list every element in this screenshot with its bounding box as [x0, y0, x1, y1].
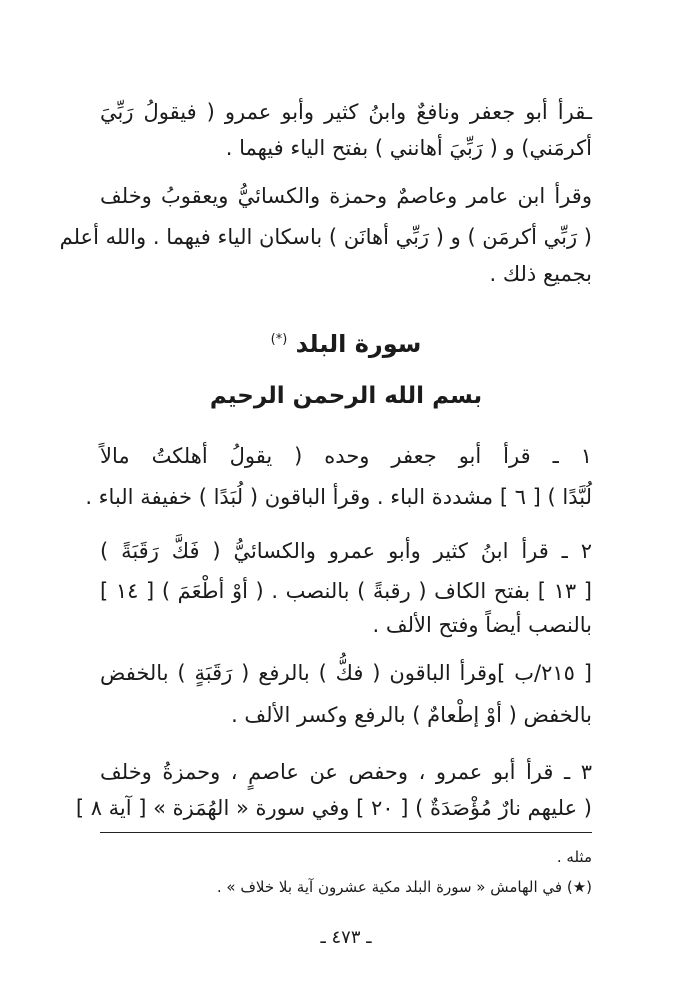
sura-title-text: سورة البلد [295, 330, 422, 358]
text-line: ـقرأ أبو جعفر ونافعٌ وابنُ كثير وأبو عمرو ( فيقولُ رَبِّيَ [100, 100, 592, 124]
entry-line: لُبَّدًا ) [ ٦ ] مشددة الباء . وقرأ الباقون ( لُبَدًا ) خفيفة الباء . [85, 485, 592, 509]
text-line: بجميع ذلك . [489, 262, 592, 286]
entry-line: بالنصب أيضاً وفتح الألف . [372, 613, 592, 637]
entry-line: بالخفض ( أوْ إطْعامٌ ) بالرفع وكسر الألف . [231, 703, 592, 727]
sura-title [0, 324, 692, 360]
footnote-divider [100, 832, 592, 833]
text-line: ( رَبِّي أكرمَن ) و ( رَبِّي أهانَن ) باسكان الياء فيهما . والله أعلم [59, 225, 592, 249]
entry-line: ( عليهم نارٌ مُؤْصَدَةٌ ) [ ٢٠ ] وفي سورة « الهُمَزة » [ آية ٨ ] [75, 796, 592, 820]
entry-line: [ ١٣ ] بفتح الكاف ( رقبةً ) بالنصب . ( أوْ أطْعَمَ ) [ ١٤ ] [100, 579, 592, 603]
page-number: ـ ٤٧٣ ـ [320, 927, 372, 948]
entry-line: ٢ ـ قرأ ابنُ كثير وأبو عمرو والكسائيُّ ( فَكَّ رَقَبَةً ) [100, 539, 592, 563]
basmala: بسم الله الرحمن الرحيم [209, 383, 483, 409]
footnote-line: (★) في الهامش « سورة البلد مكية عشرون آية بلا خلاف » . [216, 878, 592, 896]
entry-line: ١ ـ قرأ أبو جعفر وحده ( يقولُ أهلكتُ مالاً [100, 444, 592, 468]
entry-line: ٣ ـ قرأ أبو عمرو ، وحفص عن عاصمٍ ، وحمزةُ وخلف [100, 760, 592, 784]
text-line: وقرأ ابن عامر وعاصمٌ وحمزة والكسائيُّ ويعقوبُ وخلف [100, 184, 592, 208]
entry-line: [ ٢١٥/ب ]وقرأ الباقون ( فكُّ ) بالرفع ( رَقَبَةٍ ) بالخفض [100, 661, 592, 685]
text-line: أكرمَني) و ( رَبِّيَ أهانني ) بفتح الياء فيهما . [225, 136, 592, 160]
footnote-line: مثله . [556, 848, 592, 866]
footnote-marker: (*) [270, 332, 288, 347]
